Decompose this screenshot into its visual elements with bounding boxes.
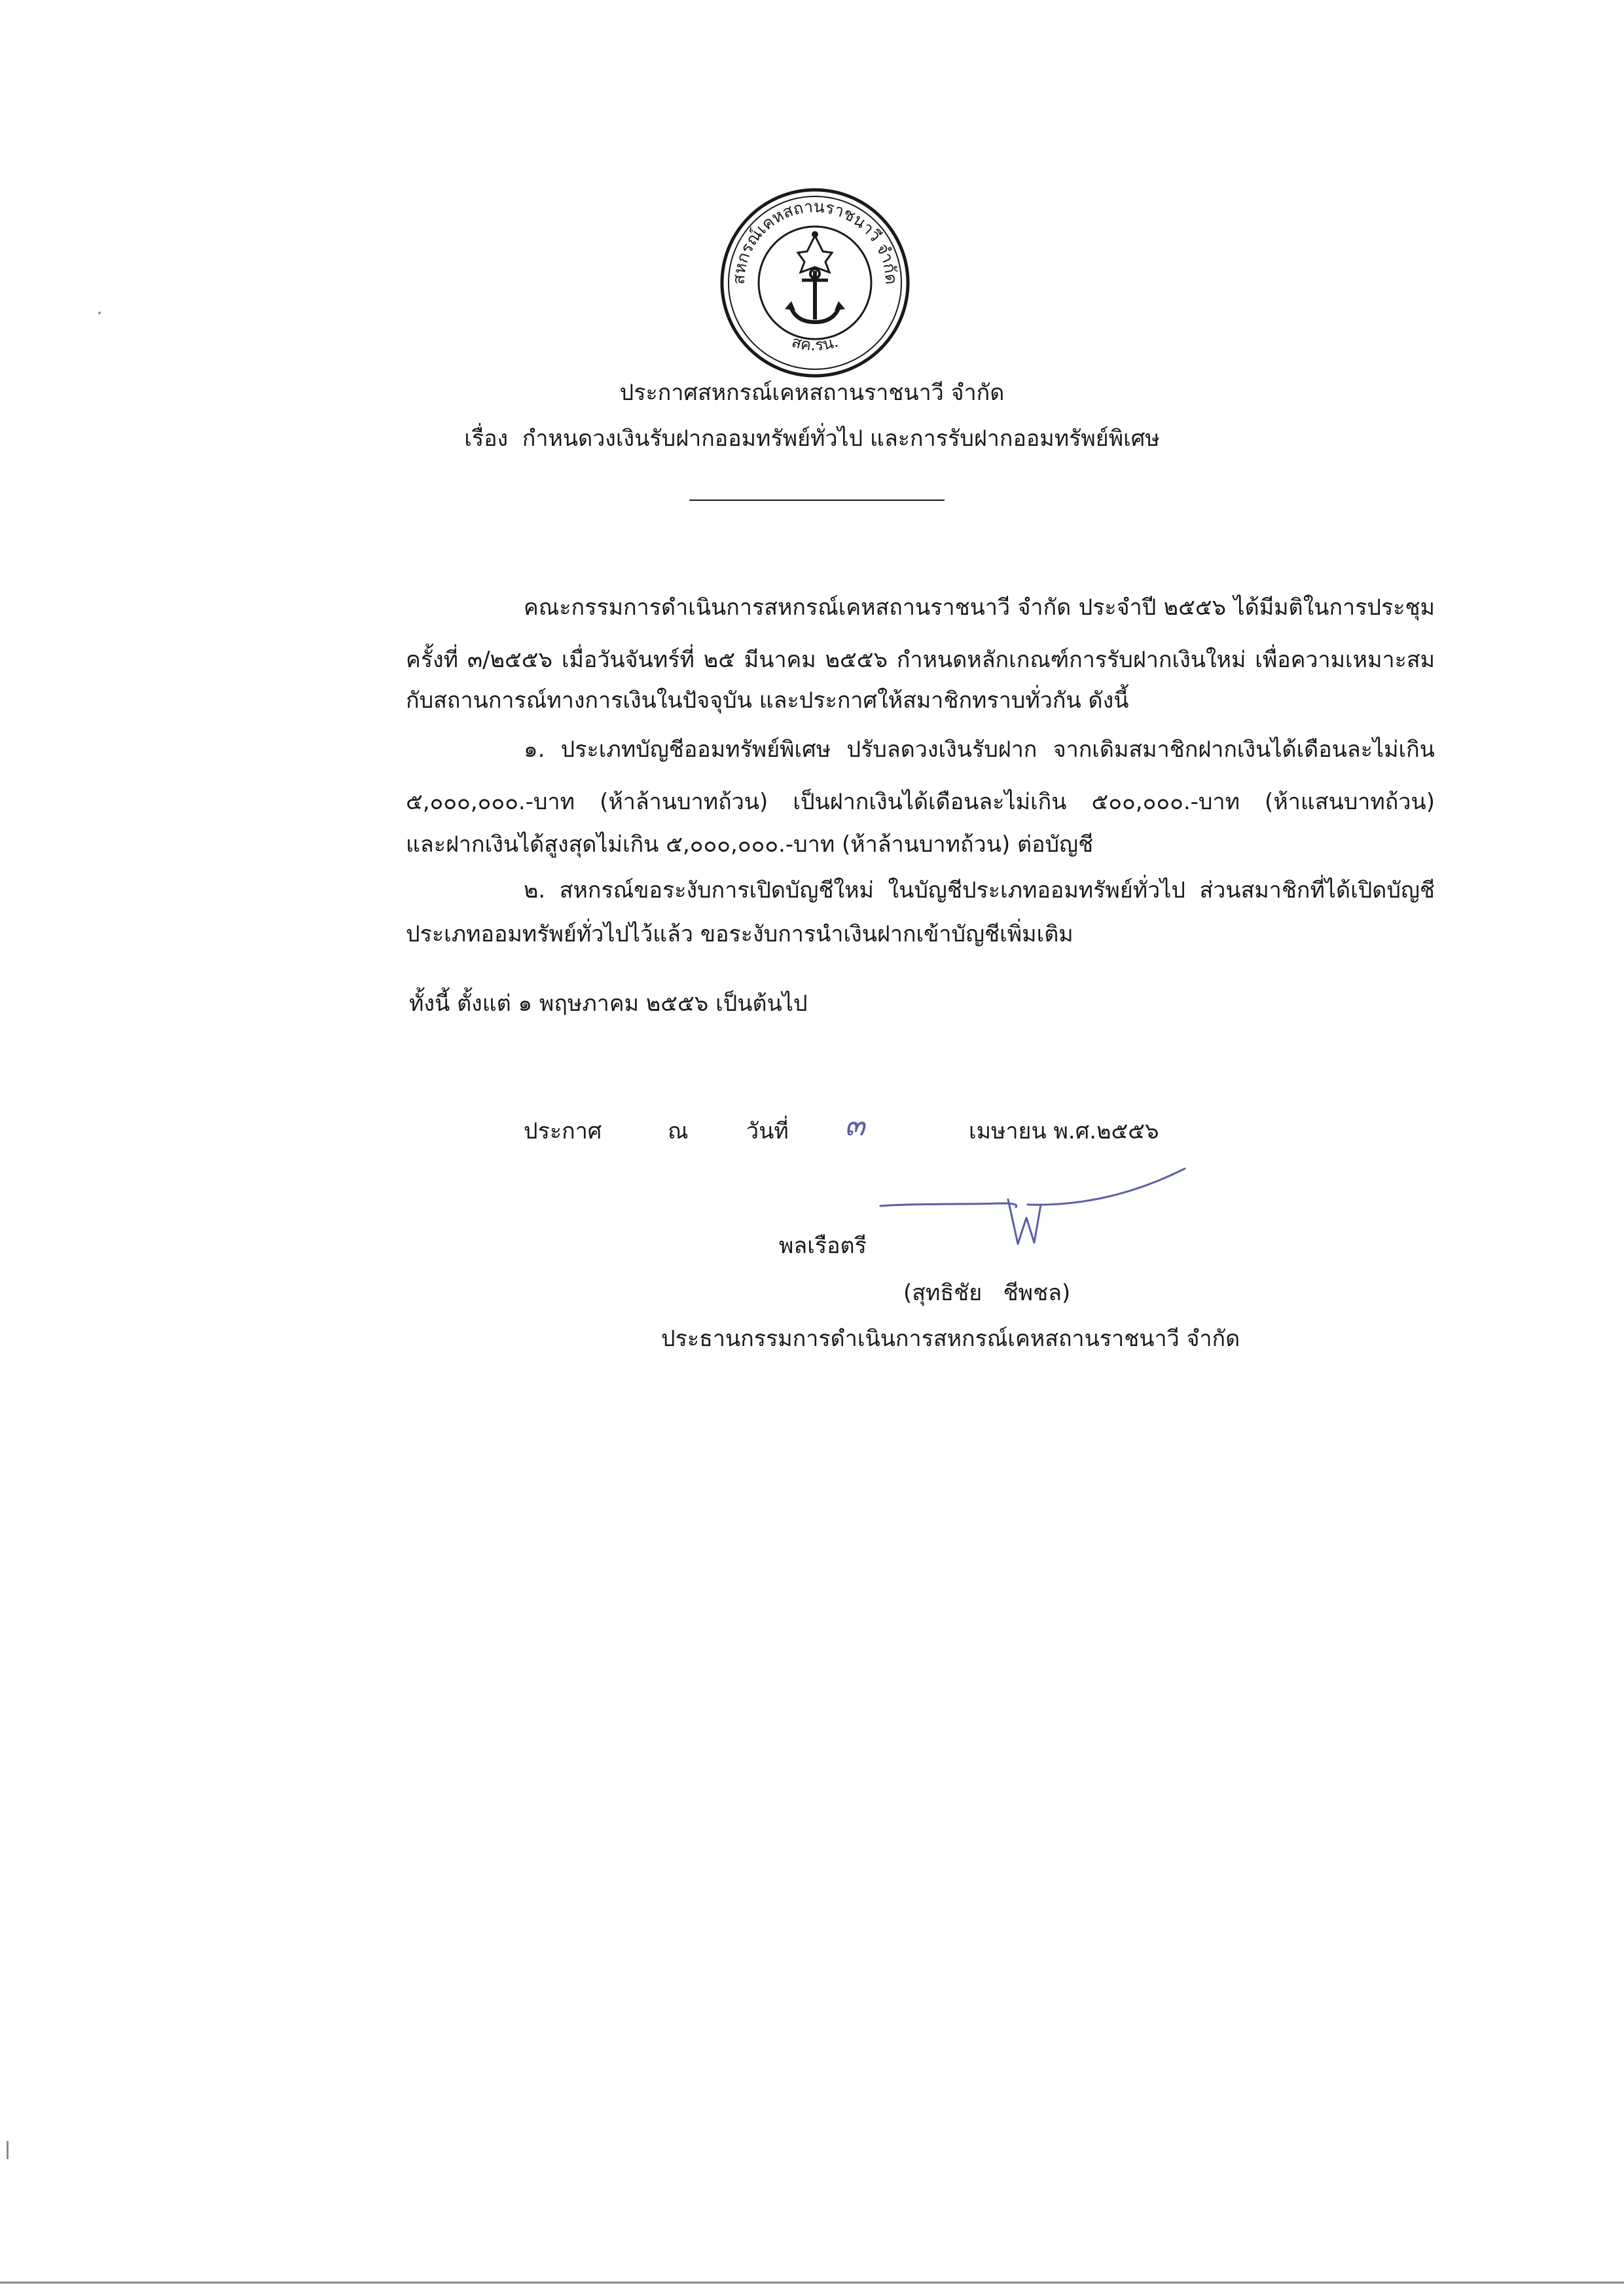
cooperative-seal [717, 185, 913, 381]
intro-line: ครั้งที่ ๓/๒๕๕๖ เมื่อวันจันทร์ที่ ๒๕ มีนาคม ๒๕๕๖ กำหนดหลักเกณฑ์การรับฝากเงินใหม่ เพื่อความเหมาะสม [406, 647, 1435, 673]
handwritten-signature [877, 1165, 1191, 1257]
signer-name: (สุทธิชัย ชีพชล) [903, 1280, 1071, 1306]
item2-line: ประเภทออมทรัพย์ทั่วไปไว้แล้ว ขอระงับการนำเงินฝากเข้าบัญชีเพิ่มเติม [406, 921, 1074, 947]
at-label: ณ [668, 1118, 689, 1144]
seal-emblem-icon [717, 185, 913, 381]
scan-speck [7, 2141, 9, 2159]
item1-line: ๕,๐๐๐,๐๐๐.-บาท (ห้าล้านบาทถ้วน) เป็นฝากเงินได้เดือนละไม่เกิน ๕๐๐,๐๐๐.-บาท (ห้าแสนบาทถ้วน) [406, 789, 1435, 815]
intro-line: คณะกรรมการดำเนินการสหกรณ์เคหสถานราชนาวี จำกัด ประจำปี ๒๕๕๖ ได้มีมติในการประชุม [524, 594, 1435, 621]
signature-scribble-icon [877, 1165, 1191, 1257]
announced-label: ประกาศ [524, 1118, 602, 1144]
month-year: เมษายน พ.ศ.๒๕๕๖ [969, 1118, 1159, 1144]
subject-text: กำหนดวงเงินรับฝากออมทรัพย์ทั่วไป และการรับฝากออมทรัพย์พิเศษ [522, 426, 1160, 452]
subject-label: เรื่อง [464, 426, 509, 452]
effective-date: ทั้งนี้ ตั้งแต่ ๑ พฤษภาคม ๒๕๕๖ เป็นต้นไป [409, 991, 808, 1017]
scan-speck [98, 312, 101, 314]
signer-position: ประธานกรรมการดำเนินการสหกรณ์เคหสถานราชนาวี จำกัด [661, 1326, 1240, 1352]
item1-line: และฝากเงินได้สูงสุดไม่เกิน ๕,๐๐๐,๐๐๐.-บาท (ห้าล้านบาทถ้วน) ต่อบัญชี [406, 831, 1094, 858]
announcement-subject [0, 422, 1624, 455]
intro-line: กับสถานการณ์ทางการเงินในปัจจุบัน และประกาศให้สมาชิกทราบทั่วกัน ดังนี้ [406, 687, 1129, 714]
day-label: วันที่ [746, 1118, 789, 1144]
header-divider [689, 500, 945, 501]
scan-bottom-edge [0, 2282, 1624, 2284]
handwritten-day: ๓ [844, 1107, 865, 1142]
svg-text:สค.รน.: สค.รน. [789, 332, 840, 355]
signer-rank: พลเรือตรี [779, 1233, 867, 1259]
item1-line: ๑. ประเภทบัญชีออมทรัพย์พิเศษ ปรับลดวงเงินรับฝาก จากเดิมสมาชิกฝากเงินได้เดือนละไม่เกิน [524, 737, 1435, 763]
svg-text:สหกรณ์เคหสถานราชนาวี จำกัด: สหกรณ์เคหสถานราชนาวี จำกัด [729, 196, 901, 285]
item2-line: ๒. สหกรณ์ขอระงับการเปิดบัญชีใหม่ ในบัญชีประเภทออมทรัพย์ทั่วไป ส่วนสมาชิกที่ได้เปิดบัญชี [524, 877, 1435, 903]
announcement-title: ประกาศสหกรณ์เคหสถานราชนาวี จำกัด [619, 380, 1005, 406]
